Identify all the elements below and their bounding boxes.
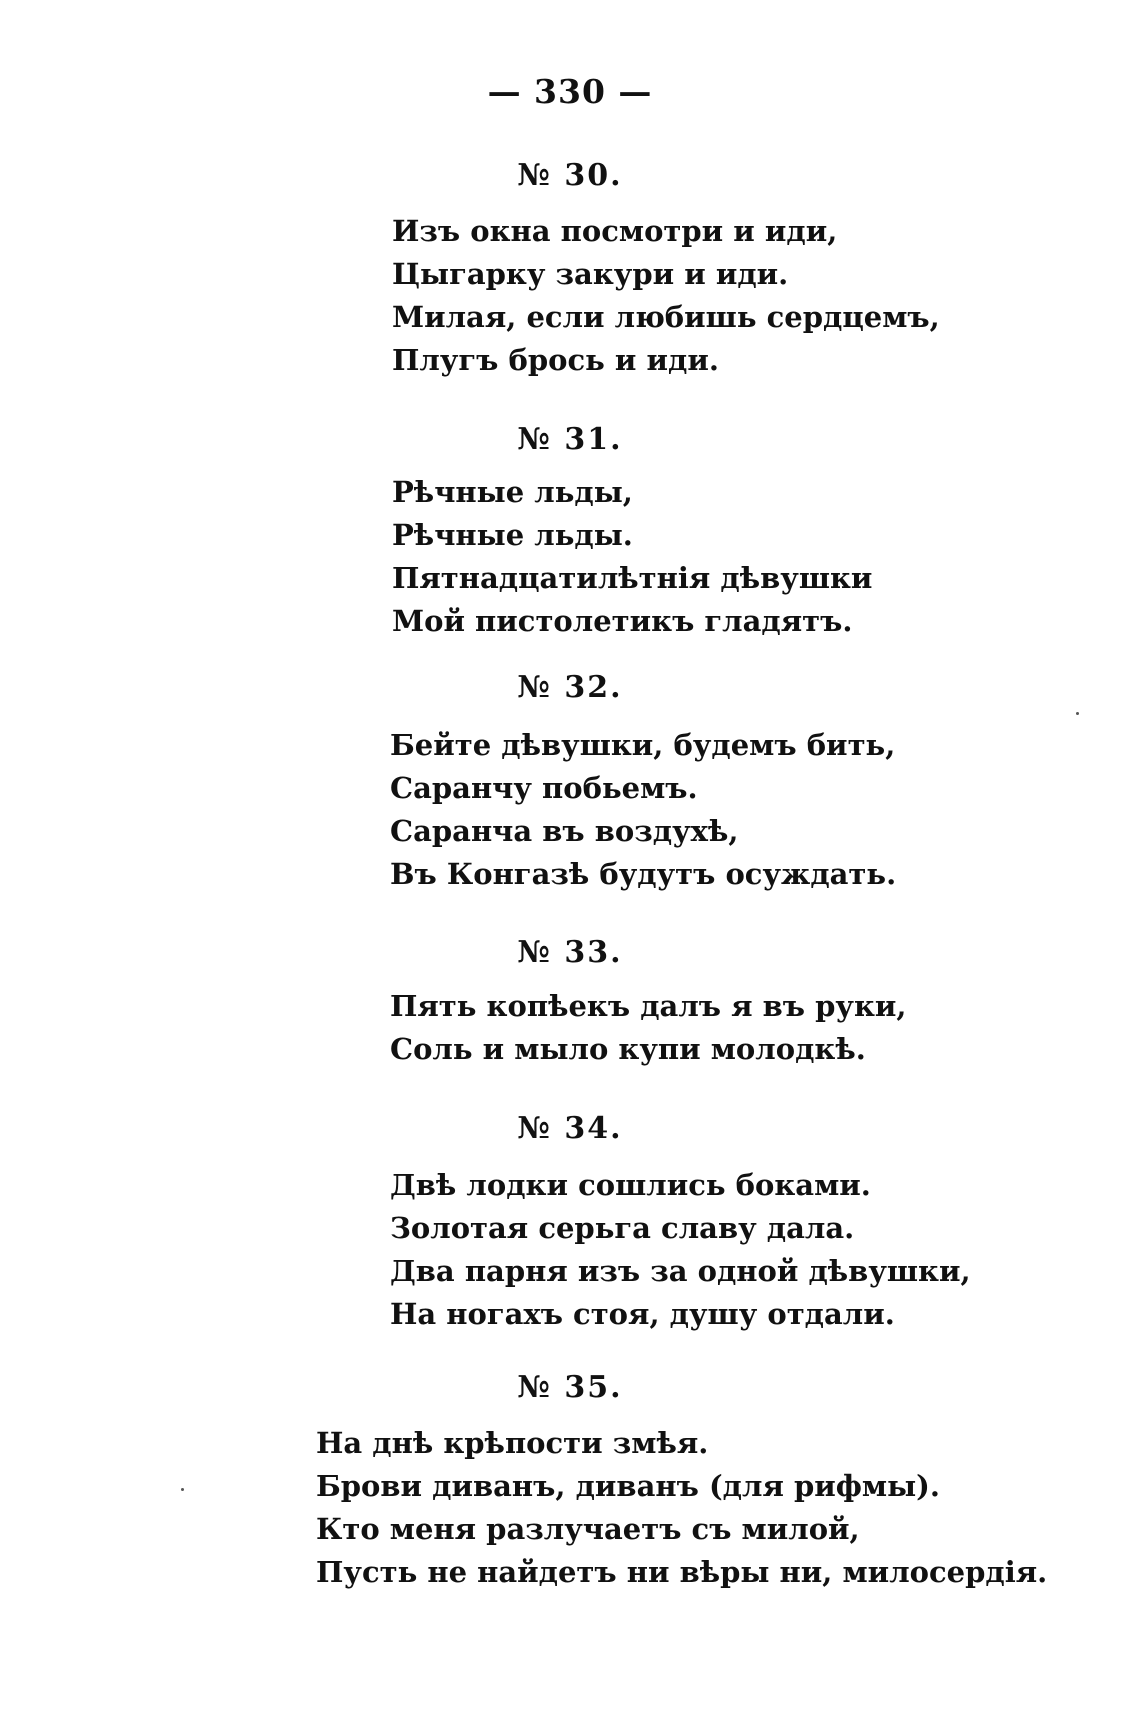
verse-line: Золотая серьга славу дала. — [390, 1211, 855, 1245]
verse-line: Рѣчные льды. — [392, 518, 633, 552]
verse-stanza — [316, 1422, 1047, 1594]
print-speck — [181, 1488, 184, 1491]
verse-line: Бейте дѣвушки, будемъ бить, — [390, 728, 896, 762]
verse-line: Пять копѣекъ далъ я въ руки, — [390, 989, 907, 1023]
verse-line: На днѣ крѣпости змѣя. — [316, 1426, 709, 1460]
verse-line: Рѣчные льды, — [392, 475, 633, 509]
verse-line: Изъ окна посмотри и иди, — [392, 214, 838, 248]
verse-line: Два парня изъ за одной дѣвушки, — [390, 1254, 971, 1288]
verse-line: Двѣ лодки сошлись боками. — [390, 1168, 871, 1202]
section-heading: № 32. — [517, 670, 623, 705]
section-heading: № 34. — [517, 1111, 623, 1146]
page-number: — 330 — — [487, 72, 653, 111]
verse-line: Милая, если любишь сердцемъ, — [392, 300, 940, 334]
verse-line: Саранчу побьемъ. — [390, 771, 698, 805]
print-speck — [1076, 712, 1079, 715]
verse-stanza — [392, 210, 940, 382]
section-heading: № 30. — [517, 158, 623, 193]
verse-stanza — [390, 985, 907, 1071]
verse-line: Въ Конгазѣ будутъ осуждать. — [390, 857, 897, 891]
verse-line: Соль и мыло купи молодкѣ. — [390, 1032, 866, 1066]
verse-line: Цыгарку закури и иди. — [392, 257, 789, 291]
verse-line: Плугъ брось и иди. — [392, 343, 719, 377]
section-heading: № 33. — [517, 935, 623, 970]
verse-line: На ногахъ стоя, душу отдали. — [390, 1297, 895, 1331]
verse-line: Брови диванъ, диванъ (для рифмы). — [316, 1469, 940, 1503]
verse-stanza — [390, 724, 896, 896]
verse-line: Кто меня разлучаетъ съ милой, — [316, 1512, 860, 1546]
section-heading: № 31. — [517, 422, 623, 457]
verse-line: Саранча въ воздухѣ, — [390, 814, 739, 848]
verse-line: Мой пистолетикъ гладятъ. — [392, 604, 853, 638]
verse-stanza — [390, 1164, 971, 1336]
section-heading: № 35. — [517, 1370, 623, 1405]
verse-stanza — [392, 471, 872, 643]
verse-line: Пятнадцатилѣтнія дѣвушки — [392, 561, 873, 595]
verse-line: Пусть не найдетъ ни вѣры ни, милосердія. — [316, 1555, 1048, 1589]
